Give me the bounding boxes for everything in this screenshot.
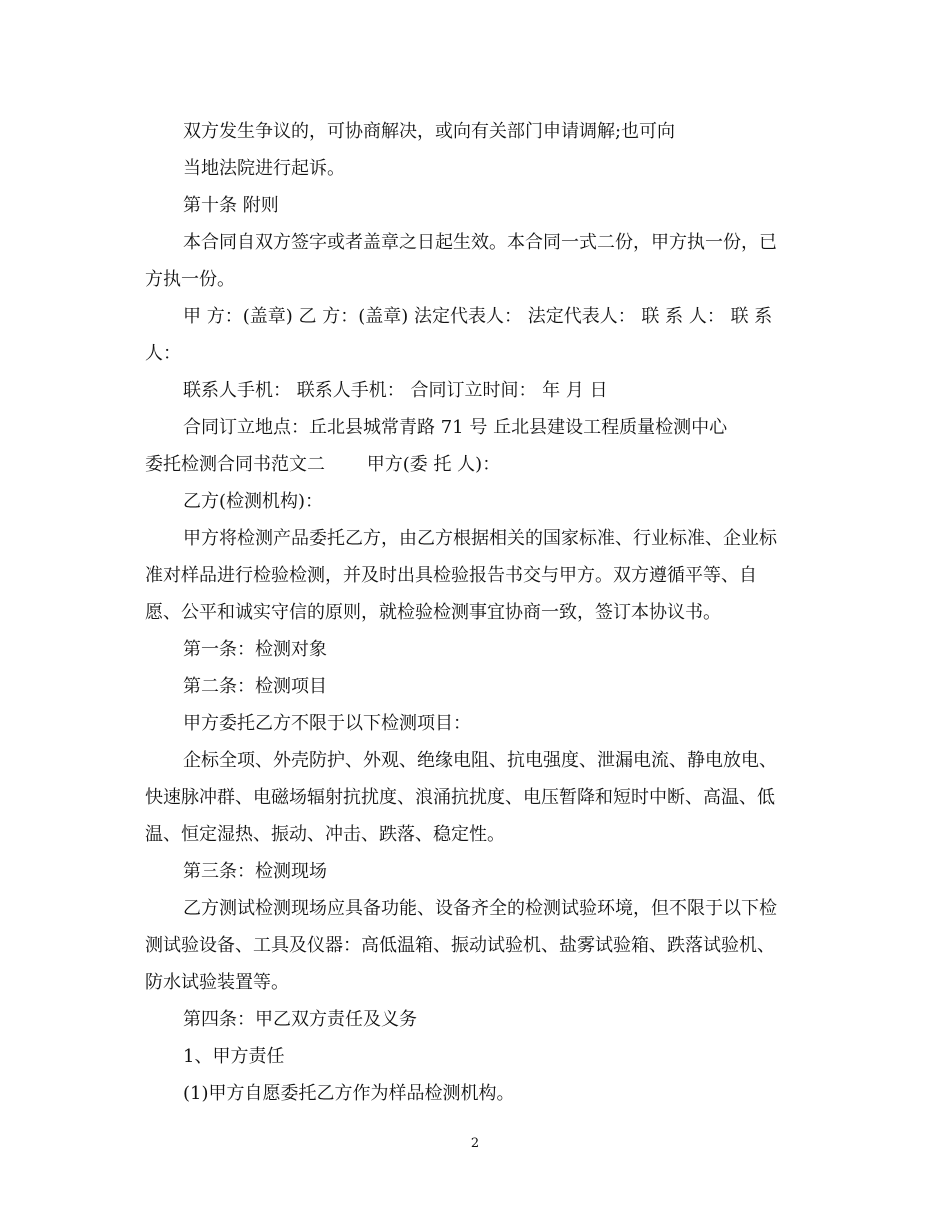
text-line: 第二条：检测项目 bbox=[183, 676, 327, 697]
text-line: 愿、公平和诚实守信的原则，就检验检测事宜协商一致，签订本协议书。 bbox=[145, 602, 721, 623]
text-line: 1、甲方责任 bbox=[183, 1046, 285, 1067]
text-line: 测试验设备、工具及仪器：高低温箱、振动试验机、盐雾试验箱、跌落试验机、 bbox=[145, 935, 775, 956]
text-line: 快速脉冲群、电磁场辐射抗扰度、浪涌抗扰度、电压暂降和短时中断、高温、低 bbox=[145, 787, 775, 808]
text-line: 甲方委托乙方不限于以下检测项目： bbox=[183, 713, 471, 734]
text-line: 第三条：检测现场 bbox=[183, 861, 327, 882]
text-line: 温、恒定湿热、振动、冲击、跌落、稳定性。 bbox=[145, 824, 505, 845]
text-line: 准对样品进行检验检测，并及时出具检验报告书交与甲方。双方遵循平等、自 bbox=[145, 565, 757, 586]
text-line: 本合同自双方签字或者盖章之日起生效。本合同一式二份，甲方执一份，已 bbox=[183, 232, 777, 253]
text-line: 方执一份。 bbox=[145, 269, 235, 290]
text-line: 防水试验装置等。 bbox=[145, 972, 289, 993]
text-line: (1)甲方自愿委托乙方作为样品检测机构。 bbox=[183, 1083, 515, 1104]
text-line: 第四条：甲乙双方责任及义务 bbox=[183, 1009, 417, 1030]
text-line: 乙方测试检测现场应具备功能、设备齐全的检测试验环境，但不限于以下检 bbox=[183, 898, 777, 919]
text-line: 当地法院进行起诉。 bbox=[183, 158, 345, 179]
text-line: 双方发生争议的，可协商解决，或向有关部门申请调解;也可向 bbox=[183, 121, 676, 142]
text-line: 乙方(检测机构)： bbox=[183, 491, 324, 512]
document-body bbox=[145, 118, 805, 1117]
page-number: 2 bbox=[470, 1136, 480, 1151]
text-line: 人： bbox=[145, 343, 181, 364]
text-line: 第一条：检测对象 bbox=[183, 639, 327, 660]
text-line: 企标全项、外壳防护、外观、绝缘电阻、抗电强度、泄漏电流、静电放电、 bbox=[183, 750, 777, 771]
text-line: 甲方将检测产品委托乙方，由乙方根据相关的国家标准、行业标准、企业标 bbox=[183, 528, 777, 549]
text-line: 联系人手机： 联系人手机： 合同订立时间： 年 月 日 bbox=[183, 380, 608, 401]
text-line: 委托检测合同书范文二 甲方(委 托 人)： bbox=[145, 454, 501, 475]
text-line: 甲 方：(盖章) 乙 方：(盖章) 法定代表人： 法定代表人： 联 系 人： 联 系 bbox=[183, 306, 773, 327]
text-line: 第十条 附则 bbox=[183, 195, 279, 216]
text-line: 合同订立地点：丘北县城常青路 71 号 丘北县建设工程质量检测中心 bbox=[183, 417, 728, 438]
